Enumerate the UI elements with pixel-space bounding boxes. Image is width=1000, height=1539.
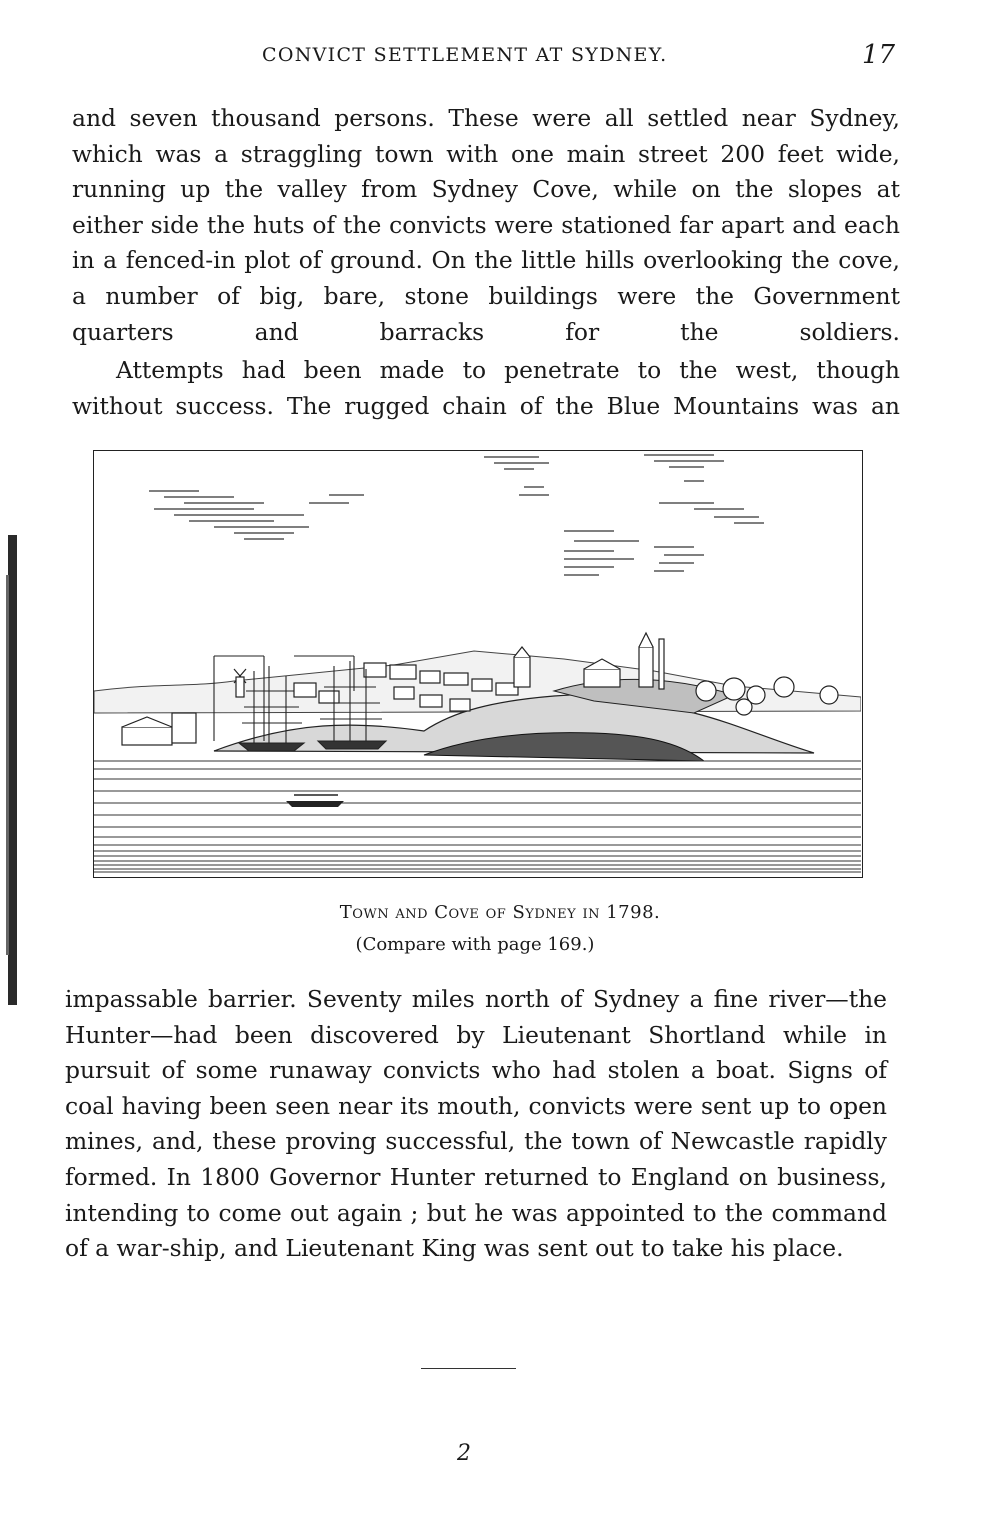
paragraph-2: Attempts had been made to penetrate to the west, though without success. The rugged chain of the Blue Mountains was an [72,356,900,420]
engraving-town-and-cove [93,450,863,878]
paragraph-3: impassable barrier. Seventy miles north of Sydney a fine river—the Hunter—had been discovered by Lieutenant Shortland while in pursuit of some runaway convicts who had stolen a boat. Signs of coal having been seen near its mouth, convicts were sent up to open mines, and, these proving successful, the town of Newcastle rapidly formed. In 1800 Governor Hunter returned to England on business, intending to come out again ; but he was appointed to the command of a war-ship, and Lieutenant King was sent out to take his place. [65,985,887,1263]
signature-mark: 2 [457,1441,471,1466]
caption-year: 1798. [606,902,661,923]
figure-caption-note: (Compare with page 169.) [355,934,595,955]
footer-rule [421,1368,516,1369]
paragraph-1: and seven thousand persons. These were all settled near Sydney, which was a straggling town with one main street 200 feet wide, running up the valley from Sydney Cove, while on the slopes at either side the huts of the convicts were stationed far apart and each in a fenced-in plot of ground. On the little hills overlooking the cove, a number of big, bare, stone buildings were the Government quarters and barracks for the soldiers. [72,104,900,346]
caption-title: Town and Cove of Sydney in [339,902,600,923]
page-number: 17 [862,40,896,70]
running-head: CONVICT SETTLEMENT AT SYDNEY. [262,44,668,66]
figure-caption [0,902,1000,923]
scan-edge-shadow [6,535,19,1005]
